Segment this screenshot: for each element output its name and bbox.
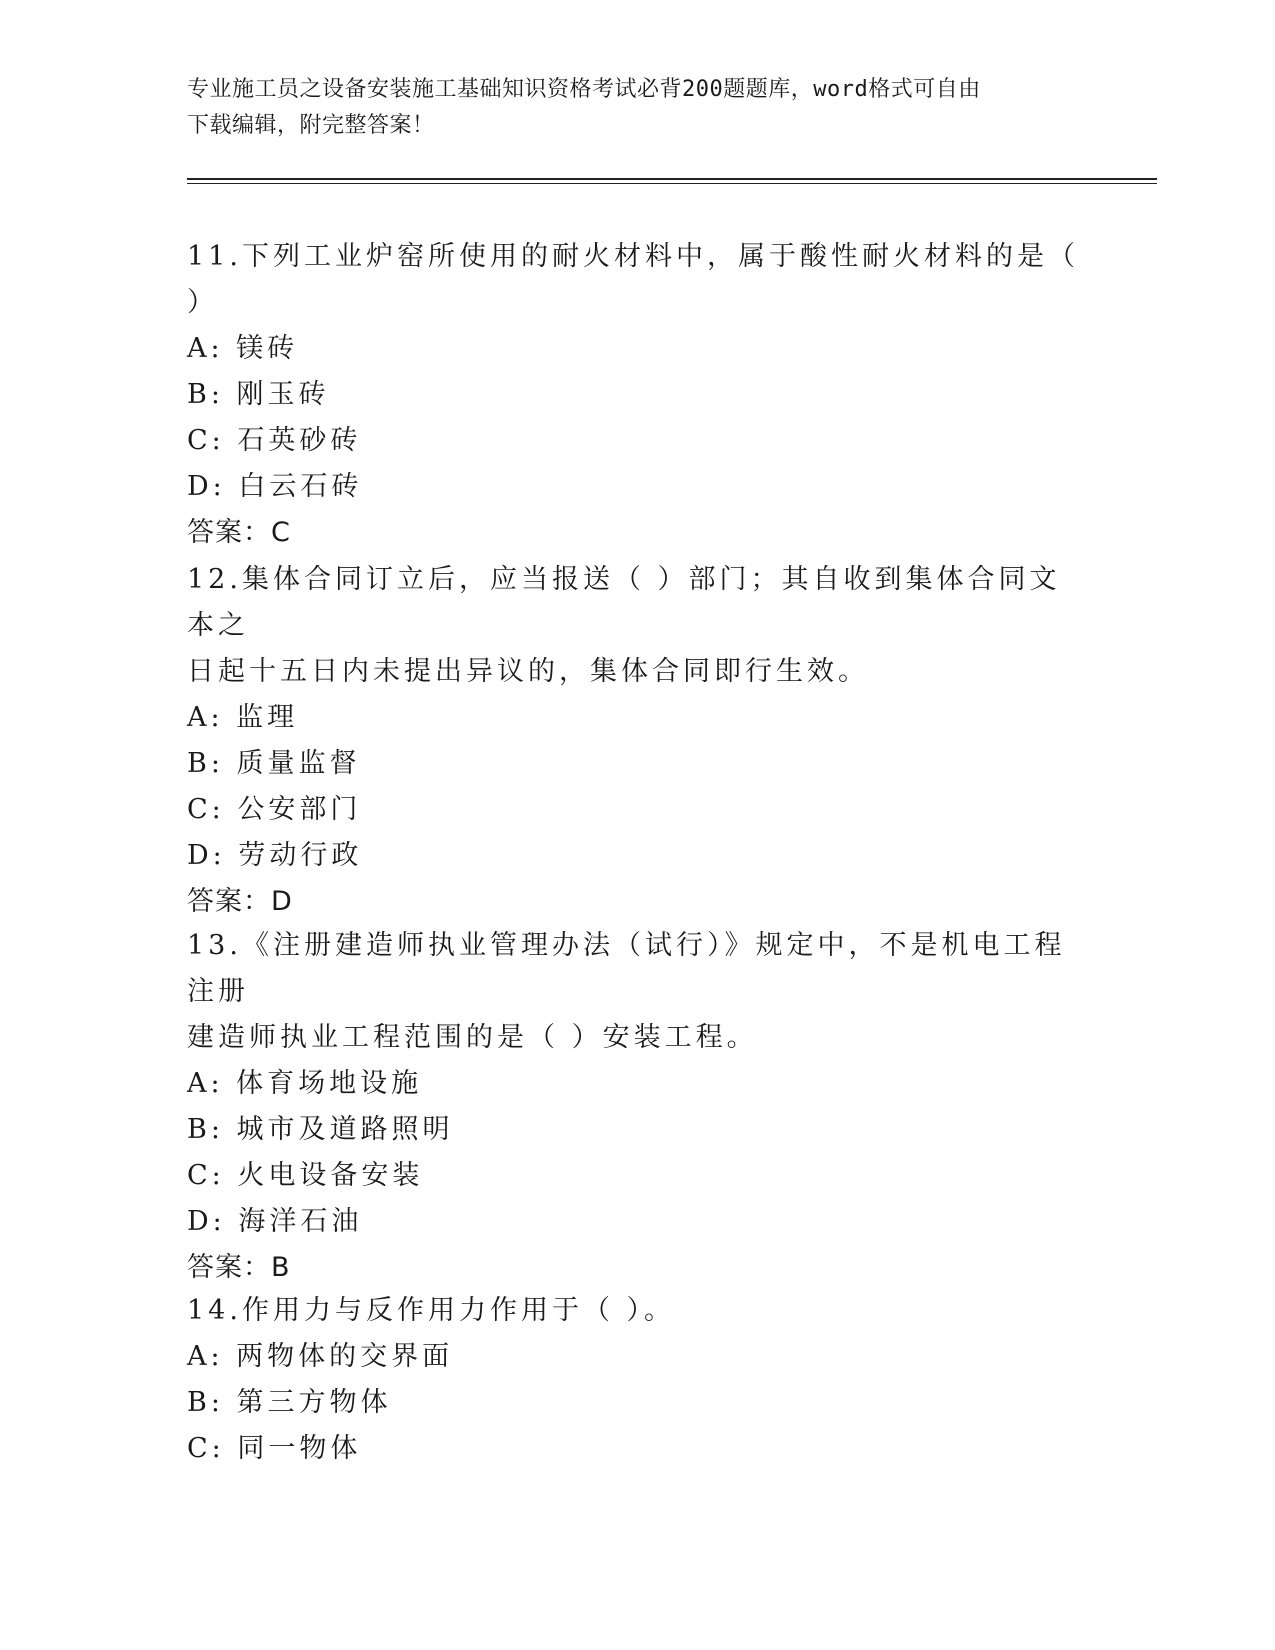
question-stem-line-1: 13.《注册建造师执业管理办法（试行）》规定中，不是机电工程注册	[187, 930, 1066, 1007]
question-stem: 14.作用力与反作用力作用于（ ）。	[187, 1295, 676, 1326]
question-stem-line-2: 建造师执业工程范围的是（ ）安装工程。	[187, 1022, 758, 1053]
answer: 答案：D	[187, 886, 293, 917]
document-header	[187, 72, 1067, 144]
header-line-2: 下载编辑，附完整答案！	[187, 113, 435, 138]
option-c: C: 火电设备安装	[187, 1160, 424, 1191]
header-line-1: 专业施工员之设备安装施工基础知识资格考试必背200题题库，word格式可自由	[187, 77, 981, 102]
answer: 答案：B	[187, 1252, 291, 1283]
option-b: B: 城市及道路照明	[187, 1114, 454, 1145]
option-c: C: 公安部门	[187, 794, 362, 825]
option-d: D: 劳动行政	[187, 840, 363, 871]
header-divider-thin	[187, 183, 1157, 184]
option-b: B: 质量监督	[187, 748, 361, 779]
option-b: B: 刚玉砖	[187, 379, 330, 410]
option-a: A: 两物体的交界面	[187, 1341, 454, 1372]
option-a: A: 体育场地设施	[187, 1068, 423, 1099]
question-stem-line-1: 12.集体合同订立后，应当报送（ ）部门；其自收到集体合同文本之	[187, 564, 1061, 641]
option-a: A: 镁砖	[187, 333, 299, 364]
header-divider-thick	[187, 178, 1157, 180]
question-stem: 11.下列工业炉窑所使用的耐火材料中，属于酸性耐火材料的是（ ）	[187, 241, 1079, 318]
option-c: C: 石英砂砖	[187, 425, 362, 456]
option-d: D: 海洋石油	[187, 1206, 363, 1237]
option-b: B: 第三方物体	[187, 1387, 392, 1418]
question-12	[187, 557, 1087, 925]
option-d: D: 白云石砖	[187, 471, 363, 502]
answer: 答案：C	[187, 517, 291, 548]
question-stem-line-2: 日起十五日内未提出异议的，集体合同即行生效。	[187, 656, 869, 687]
question-11	[187, 234, 1087, 556]
question-13	[187, 923, 1087, 1291]
option-c: C: 同一物体	[187, 1433, 362, 1464]
option-a: A: 监理	[187, 702, 299, 733]
question-14	[187, 1288, 1087, 1472]
